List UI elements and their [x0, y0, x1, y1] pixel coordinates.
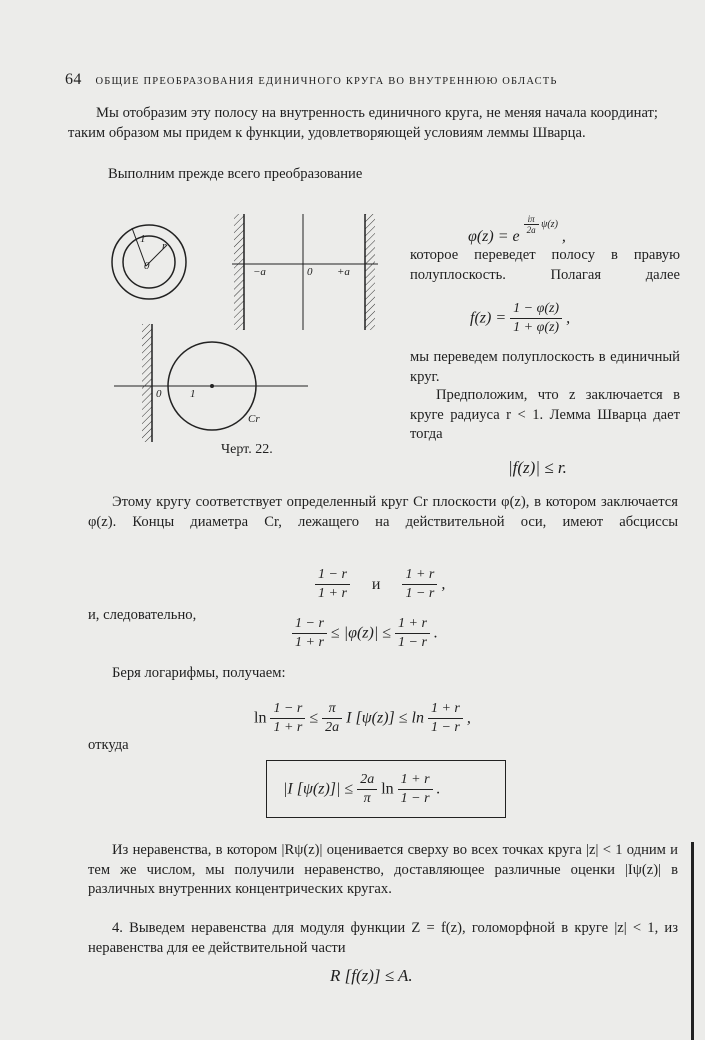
paragraph-6: Этому кругу соответствует определенный круг Cr плоскости φ(z), в котором заключается φ(z). Концы диаметра Cr, лежащего на действительной оси, имеют абсциссы	[88, 494, 678, 530]
eq6-twoa: 2a	[325, 720, 340, 735]
paragraph-10: Из неравенства, в котором |Rψ(z)| оценивается сверху во всех точках круга |z| < 1 одним и тем же числом, мы получили неравенство, доставляющее различные оценки |Iψ(z)| в различных внутренних концентрических кругах.	[88, 842, 678, 898]
equation-phi	[468, 214, 566, 246]
strip-right-hatch	[365, 214, 375, 330]
eq2-den: 1 + φ(z)	[513, 320, 560, 335]
eq1-lhs: φ(z) = e	[468, 227, 520, 245]
eq5-n2: 1 + r	[395, 615, 430, 634]
eq6-d2: 1 − r	[430, 720, 460, 735]
equation-schwarz: |f(z)| ≤ r.	[508, 458, 567, 477]
eq6-mid: I [ψ(z)] ≤ ln	[346, 709, 424, 727]
eq5-end: .	[433, 624, 438, 642]
margin-rule	[691, 842, 694, 1040]
eq7-d2: 1 − r	[400, 791, 430, 806]
eq5-mid: ≤ |φ(z)| ≤	[330, 624, 391, 642]
running-title: ОБЩИЕ ПРЕОБРАЗОВАНИЯ ЕДИНИЧНОГО КРУГА ВО ВНУТРЕННЮЮ ОБЛАСТЬ	[95, 76, 558, 87]
equation-result	[283, 771, 441, 808]
page-number: 64	[65, 71, 82, 88]
eq5-n1: 1 − r	[292, 615, 327, 634]
halfplane-hatch	[142, 324, 152, 442]
label-one: 1	[140, 233, 146, 245]
paragraph-8: Беря логарифмы, получаем:	[112, 665, 286, 681]
eq1-exp-num: iπ	[524, 214, 539, 225]
label-cr: Cr	[248, 413, 260, 425]
figure-caption: Черт. 22.	[221, 442, 273, 457]
paragraph-1: Мы отобразим эту полосу на внутренность единичного круга, не меняя начала координат; таким образом мы придем к функции, удовлетворяющей условиям леммы Шварца.	[68, 105, 658, 141]
eq6-le1: ≤	[309, 709, 319, 727]
eq2-num: 1 − φ(z)	[510, 300, 562, 319]
paragraph-7: и, следовательно,	[88, 607, 197, 623]
paragraph-11: 4. Выведем неравенства для модуля функции Z = f(z), голоморфной в круге |z| < 1, из неравенства для ее действительной части	[88, 920, 678, 956]
eq1-end: ,	[561, 227, 566, 245]
eq7-ln: ln	[381, 780, 394, 798]
equation-log	[254, 700, 471, 737]
eq6-d1: 1 + r	[273, 720, 303, 735]
strip-left-hatch	[234, 214, 244, 330]
eq7-n2: 1 + r	[398, 771, 433, 790]
eq7-end: .	[436, 780, 441, 798]
figure-22	[108, 210, 403, 460]
equation-f	[470, 300, 570, 337]
center-dot	[210, 384, 214, 388]
eq1-exp-tail: ψ(z)	[541, 218, 558, 230]
eq5-d2: 1 − r	[398, 635, 427, 650]
label-halfplane-one: 1	[190, 388, 196, 400]
paragraph-2: Выполним прежде всего преобразование	[108, 166, 363, 182]
eq6-pi: π	[322, 700, 342, 719]
label-plus-a: +a	[337, 266, 350, 278]
eq2-end: ,	[566, 309, 571, 327]
eq2-lhs: f(z) =	[470, 309, 507, 327]
paragraph-9: откуда	[88, 737, 129, 753]
equation-bounds	[292, 615, 438, 652]
label-minus-a: −a	[253, 266, 266, 278]
eq1-exp-den: 2a	[526, 225, 536, 235]
eq4-conj: и	[371, 575, 381, 593]
label-strip-zero: 0	[307, 266, 313, 278]
eq4-d1: 1 + r	[318, 586, 347, 601]
running-header	[65, 71, 558, 89]
eq7-num: 2a	[357, 771, 377, 790]
eq4-d2: 1 − r	[405, 586, 435, 601]
eq6-n1: 1 − r	[270, 700, 305, 719]
eq7-lhs: |I [ψ(z)]| ≤	[283, 780, 354, 798]
eq6-n2: 1 + r	[428, 700, 463, 719]
paragraph-5: Предположим, что z заключается в круге радиуса r < 1. Лемма Шварца дает тогда	[410, 387, 680, 443]
equation-abscissas	[315, 566, 445, 603]
paragraph-3: которое переведет полосу в правую полуплоскость. Полагая далее	[410, 247, 680, 283]
label-r: r	[162, 240, 167, 252]
eq4-end: ,	[441, 575, 446, 593]
eq7-den: π	[363, 791, 371, 806]
label-halfplane-zero: 0	[156, 388, 162, 400]
eq4-n1: 1 − r	[315, 566, 350, 585]
eq4-n2: 1 + r	[402, 566, 437, 585]
equation-real-part: R [f(z)] ≤ A.	[330, 966, 413, 985]
eq6-end: ,	[466, 709, 471, 727]
eq6-ln: ln	[254, 709, 267, 727]
paragraph-4: мы переведем полуплоскость в единичный круг.	[410, 349, 680, 385]
label-center-zero: 0	[144, 260, 150, 272]
boxed-result	[266, 760, 506, 818]
eq5-d1: 1 + r	[295, 635, 324, 650]
